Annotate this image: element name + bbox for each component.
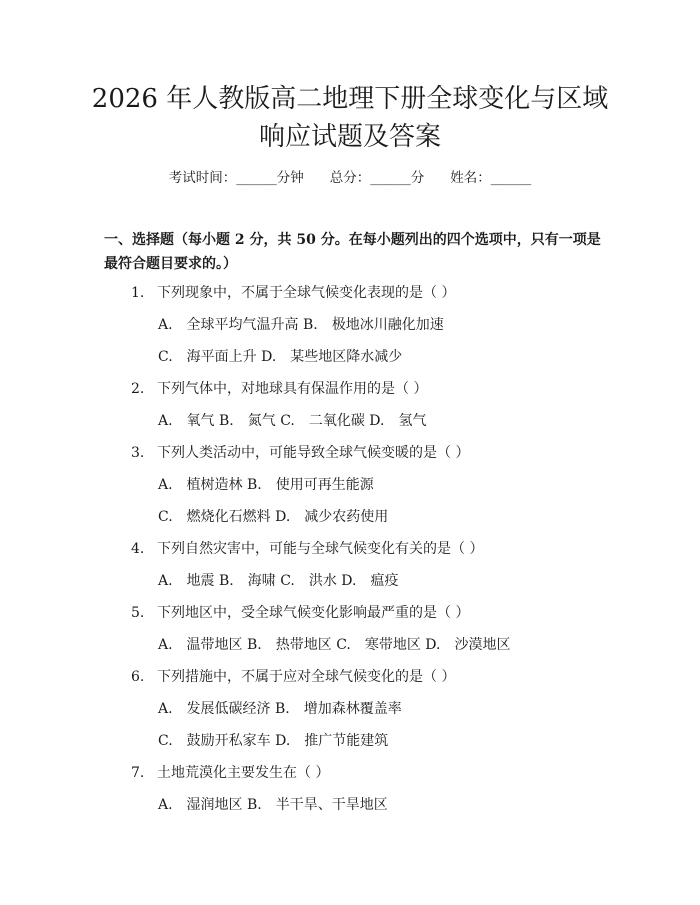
question-4	[131, 539, 483, 559]
question-number: 2.	[131, 381, 145, 397]
question-7	[131, 763, 329, 783]
question-number: 1.	[131, 285, 145, 301]
section-heading-choice: 一、选择题（每小题 2 分，共 50 分。在每小题列出的四个选项中，只有一项是最符合题目要求的。）	[104, 232, 601, 272]
question-3-options-row-2: C. 燃烧化石燃料 D. 减少农药使用	[158, 509, 389, 525]
question-6-options-row-1: A. 发展低碳经济 B. 增加森林覆盖率	[158, 701, 402, 717]
question-4-options-row-1: A. 地震 B. 海啸 C. 洪水 D. 瘟疫	[158, 573, 399, 589]
question-1-options-row-1: A. 全球平均气温升高 B. 极地冰川融化加速	[158, 317, 444, 333]
exam-time-field: 考试时间：______分钟	[168, 170, 304, 186]
question-3-options-row-1: A. 植树造林 B. 使用可再生能源	[158, 477, 374, 493]
question-6-options-row-2: C. 鼓励开私家车 D. 推广节能建筑	[158, 733, 389, 749]
question-5	[131, 603, 469, 623]
question-6	[131, 667, 455, 687]
question-number: 6.	[131, 669, 145, 685]
student-name-field: 姓名：______	[450, 170, 532, 186]
document-title-line-1: 2026 年人教版高二地理下册全球变化与区域	[91, 84, 609, 114]
question-2-options-row-1: A. 氧气 B. 氮气 C. 二氧化碳 D. 氢气	[158, 413, 427, 429]
document-title-line-2: 响应试题及答案	[258, 122, 441, 152]
question-number: 7.	[131, 765, 145, 781]
question-1	[131, 283, 455, 303]
exam-info-row	[0, 168, 700, 188]
question-number: 4.	[131, 541, 145, 557]
question-text: 下列地区中，受全球气候变化影响最严重的是（ ）	[157, 605, 470, 621]
total-score-field: 总分：______分	[329, 170, 425, 186]
question-2	[131, 379, 427, 399]
question-text: 下列自然灾害中，可能与全球气候变化有关的是（ ）	[157, 541, 484, 557]
question-3	[131, 443, 469, 463]
question-text: 下列人类活动中，可能导致全球气候变暖的是（ ）	[157, 445, 470, 461]
question-text: 土地荒漠化主要发生在（ ）	[157, 765, 330, 781]
question-1-options-row-2: C. 海平面上升 D. 某些地区降水减少	[158, 349, 403, 365]
question-text: 下列措施中，不属于应对全球气候变化的是（ ）	[157, 669, 456, 685]
question-number: 3.	[131, 445, 145, 461]
question-text: 下列现象中，不属于全球气候变化表现的是（ ）	[157, 285, 456, 301]
question-number: 5.	[131, 605, 145, 621]
question-5-options-row-1: A. 温带地区 B. 热带地区 C. 寒带地区 D. 沙漠地区	[158, 637, 511, 653]
question-7-options-row-1: A. 湿润地区 B. 半干旱、干旱地区	[158, 797, 388, 813]
question-text: 下列气体中，对地球具有保温作用的是（ ）	[157, 381, 428, 397]
